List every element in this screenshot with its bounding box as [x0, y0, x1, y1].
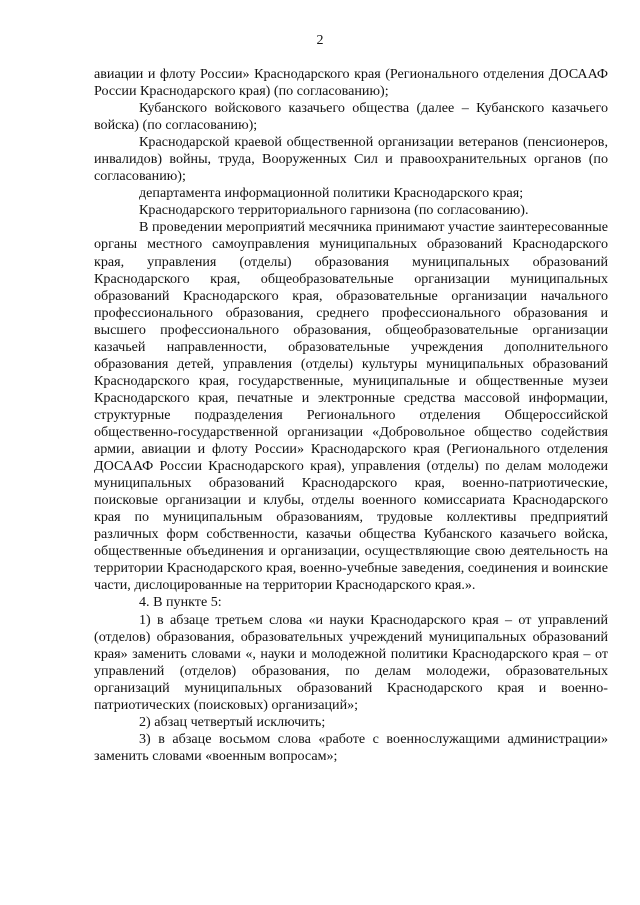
paragraph-dosaaf-continuation: авиации и флоту России» Краснодарского края (Регионального отделения ДОСААФ России Краснодарского края) (по согласованию);: [94, 66, 608, 100]
paragraph-subitem-3: 3) в абзаце восьмом слова «работе с военнослужащими администрации» заменить словами «военным вопросам»;: [94, 730, 608, 764]
paragraph-veterans-organization: Краснодарской краевой общественной организации ветеранов (пенсионеров, инвалидов) войны, труда, Вооруженных Сил и правоохранительных органов (по согласованию);: [94, 134, 608, 185]
page-number: 2: [316, 33, 324, 48]
paragraph-territorial-garrison: Краснодарского территориального гарнизона (по согласованию).: [139, 202, 529, 219]
paragraph-participants: В проведении мероприятий месячника принимают участие заинтересованные органы местного самоуправления муниципальных образований Краснодарского края, управления (отделы) образования муниципальных образований Краснодарского края, общеобразовательные организации муниципальных образований Краснодарского края, образовательные организации начального профессионального образования, среднего профессионального образования и высшего профессионального образования, общеобразовательные организации казачьей направленности, образовательные учреждения дополнительного образования детей, управления (отделы) культуры муниципальных образований Краснодарского края, государственные, муниципальные и общественные музеи Краснодарского края, печатные и электронные средства массовой информации, структурные подразделения Регионального отделения Общероссийской общественно-государственной организации «Добровольное общество содействия армии, авиации и флоту России» Краснодарского края (Регионального отделения ДОСААФ России Краснодарского края), управления (отделы) по делам молодежи муниципальных образований Краснодарского края, военно-патриотические, поисковые организации и клубы, отделы военного комиссариата Краснодарского края по муниципальным образованиям, трудовые коллективы предприятий различных форм собственности, казачьи общества Кубанского казачьего войска, общественные объединения и организации, осуществляющие свою деятельность на территории Краснодарского края, военно-учебные заведения, соединения и воинские части, дислоцированные на территории Краснодарского края.».: [94, 219, 608, 594]
paragraph-information-policy-department: департамента информационной политики Краснодарского края;: [139, 185, 524, 202]
document-body: [94, 66, 608, 765]
paragraph-subitem-2: 2) абзац четвертый исключить;: [139, 713, 326, 730]
paragraph-kuban-cossack-society: Кубанского войскового казачьего общества (далее – Кубанского казачьего войска) (по согласованию);: [94, 100, 608, 134]
paragraph-item-4-heading: 4. В пункте 5:: [139, 594, 222, 611]
paragraph-subitem-1: 1) в абзаце третьем слова «и науки Краснодарского края – от управлений (отделов) образования, образовательных учреждений муниципальных образований края» заменить словами «, науки и молодежной политики Краснодарского края – от управлений (отделов) образования, по делам молодежи, образовательных организаций муниципальных образований Краснодарского края и военно-патриотических (поисковых) организаций»;: [94, 611, 608, 713]
